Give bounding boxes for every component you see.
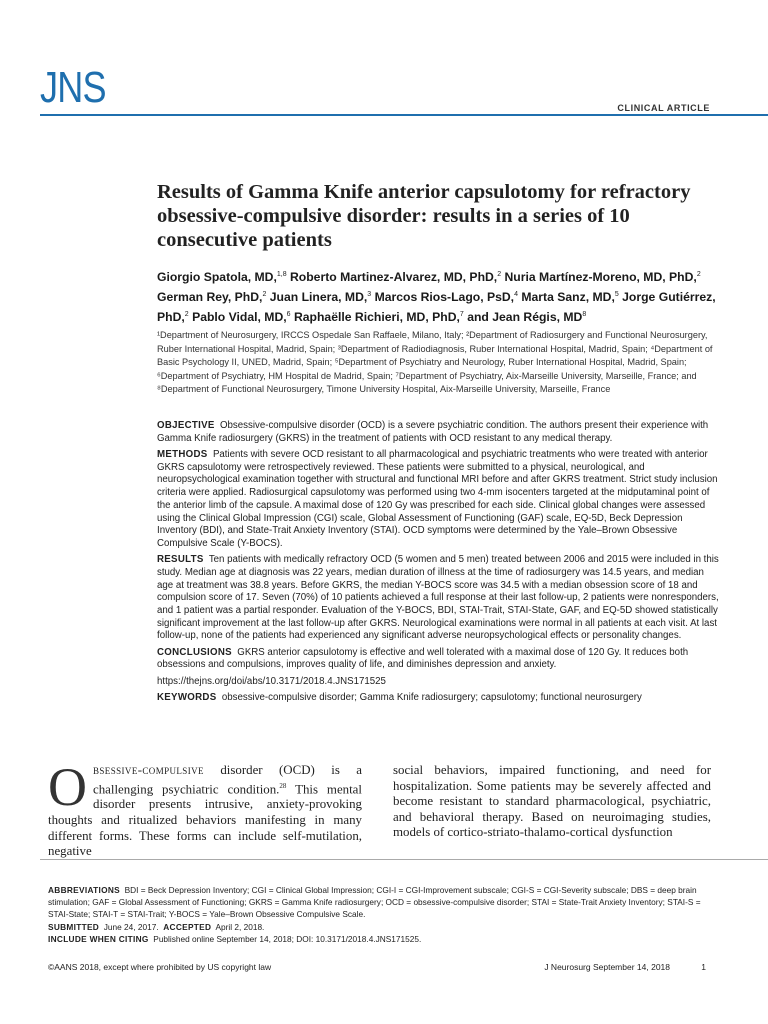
author-name: Pablo Vidal, MD, <box>192 310 287 325</box>
include-label: INCLUDE WHEN CITING <box>48 933 149 944</box>
submitted-label: SUBMITTED <box>48 921 100 932</box>
footnotes <box>48 884 714 945</box>
conclusions-label: CONCLUSIONS <box>157 646 232 658</box>
author-affiliation-ref: 2 <box>184 311 189 319</box>
author-name: Giorgio Spatola, MD, <box>157 270 277 285</box>
author-name: Roberto Martinez-Alvarez, MD, PhD, <box>289 270 498 285</box>
accepted-date: April 2, 2018. <box>215 921 265 932</box>
abbreviations-label: ABBREVIATIONS <box>48 885 120 895</box>
keywords-text: obsessive-compulsive disorder; Gamma Knife radiosurgery; capsulotomy; functional neurosurgery <box>221 692 642 704</box>
methods-text: Patients with severe OCD resistant to all pharmacological and psychiatric treatments who were treated with anterior GKRS capsulotomy were retrospectively reviewed. These patients were submitted to a physical, neurological, and neuropsychological examination together with structural and functional MRI before and after GKRS treatment. Strict study inclusion criteria were applied. Radiosurgical capsulotomy was performed using two 4-mm isocenters targeted at the midputaminal point of the anterior limb of the capsule. A maximal dose of 120 Gy was prescribed for each side. Clinical global changes were assessed using the Clinical Global Impression (CGI) scale, Global Assessment of Functioning (GAF) scale, EQ-5D, Beck Depression Inventory (BDI), and State-Trait Anxiety Inventory (STAI). OCD symptoms were determined by the Yale–Brown Obsessive Compulsive Scale (Y-BOCS). <box>157 449 718 549</box>
intro-column-left <box>48 757 362 860</box>
author-name: Nuria Martínez-Moreno, MD, PhD, <box>504 270 697 285</box>
author-affiliation-ref: 2 <box>262 291 267 299</box>
author-affiliation-ref: 7 <box>459 311 464 319</box>
author-name: and Jean Régis, MD <box>467 310 583 325</box>
intro-smallcaps: bsessive-compulsive <box>93 763 204 777</box>
abstract-methods <box>157 449 719 551</box>
author-affiliation-ref: 1,8 <box>276 271 287 278</box>
results-label: RESULTS <box>157 554 204 566</box>
author-name: Marcos Rios-Lago, PsD, <box>374 290 515 305</box>
submission-dates <box>48 921 714 933</box>
include-text: Published online September 14, 2018; DOI: 10.3171/2018.4.JNS171525. <box>153 933 422 944</box>
author-name: Jorge Gutiérrez, PhD, <box>157 290 716 325</box>
intro-left-text-2: This mental disorder presents intrusive, anxiety-provoking thoughts and ritualized behaviors manifesting in many different forms. These forms can include self-mutilation, negative <box>48 781 362 859</box>
keywords-label: KEYWORDS <box>157 692 217 704</box>
article-title: Results of Gamma Knife anterior capsulotomy for refractory obsessive-compulsive disorder: results in a series of 10 consecutive patients <box>157 181 691 251</box>
abstract-doi <box>157 676 719 689</box>
abbreviations <box>48 884 714 921</box>
intro-ref[interactable]: 28 <box>279 781 287 790</box>
author-affiliation-ref: 2 <box>696 271 701 278</box>
citation-info <box>48 933 714 945</box>
objective-text: Obsessive-compulsive disorder (OCD) is a severe psychiatric condition. The authors present their experience with Gamma Knife radiosurgery (GKRS) in the treatment of patients with OCD resistant to any medical therapy. <box>157 420 709 444</box>
header-rule <box>40 114 768 116</box>
objective-label: OBJECTIVE <box>157 420 215 431</box>
author-name: Juan Linera, MD, <box>269 290 368 305</box>
author-affiliation-ref: 8 <box>582 311 587 319</box>
journal-logo: JNS <box>40 63 106 112</box>
methods-label: METHODS <box>157 449 208 460</box>
submitted-date: June 24, 2017. <box>103 921 159 932</box>
conclusions-text: GKRS anterior capsulotomy is effective and well tolerated with a maximal dose of 120 Gy. It reduces both obsessions and compulsions, improves quality of life, and diminishes depression and anxiety. <box>157 646 689 671</box>
author-name: Marta Sanz, MD, <box>521 290 615 305</box>
author-affiliation-ref: 2 <box>497 271 502 278</box>
footnote-rule <box>40 859 768 860</box>
abstract-objective <box>157 420 719 445</box>
author-list <box>157 266 717 326</box>
page-number: 1 <box>701 962 706 972</box>
author-affiliation-ref: 4 <box>514 291 518 299</box>
intro-column-right: social behaviors, impaired functioning, and need for hospitalization. Some patients may be severely affected and become resistant to standard pharmacological, psychiatric, and behavioral therapy. Based on neuroimaging studies, models of cortico-striato-thalamo-cortical dysfunction <box>393 763 711 840</box>
author-name: German Rey, PhD, <box>157 290 263 305</box>
results-text: Ten patients with medically refractory OCD (5 women and 5 men) treated between 2006 and 2015 were included in this study. Median age at diagnosis was 22 years, median duration of illness at the time of radiosurgery was 14.5 years, and median age at treatment was 38.8 years. Before GKRS, the median Y-BOCS score was 34.5 with a median obsession score of 18 and compulsion score of 17. Seven (70%) of 10 patients achieved a full response at their last follow-up, 2 patients were nonresponders, and 1 patient was a partial responder. Evaluation of the Y-BOCS, BDI, STAI-Trait, STAI-State, GAF, and EQ-5D showed statistically significant improvement at the last follow-up after GKRS. Neurological examinations were normal in all patients at each visit. At last follow-up, none of the patients had experienced any significant adverse neuropsychological effects or personality changes. <box>157 554 719 642</box>
author-affiliation-ref: 6 <box>286 311 291 319</box>
author-affiliation-ref: 5 <box>614 291 619 299</box>
journal-citation: J Neurosurg September 14, 2018 <box>544 962 670 972</box>
drop-cap: O <box>48 757 87 817</box>
abstract-keywords <box>157 692 719 705</box>
affiliations: ¹Department of Neurosurgery, IRCCS Ospedale San Raffaele, Milano, Italy; ²Department of Radiosurgery and Functional Neurosurgery, Ruber International Hospital, Madrid, Spain; ³Department of Radiodiagnosis, Ruber International Hospital, Madrid, Spain; ⁴Department of Basic Psychology II, UNED, Madrid, Spain; ⁵Department of Psychiatry and Neurology, Ruber International Hospital, Madrid, Spain; ⁶Department of Psychiatry, HM Hospital de Madrid, Spain; ⁷Department of Psychiatry, Aix-Marseille University, Marseille, France; and ⁸Department of Functional Neurosurgery, Timone University Hospital, Aix-Marseille University, Marseille, France <box>157 330 713 395</box>
author-name: Raphaëlle Richieri, MD, PhD, <box>293 310 460 325</box>
accepted-label: ACCEPTED <box>163 921 212 932</box>
abbreviations-text: BDI = Beck Depression Inventory; CGI = Clinical Global Impression; CGI-I = CGI-Improvement subscale; CGI-S = CGI-Severity subscale; DBS = deep brain stimulation; GAF = Global Assessment of Functioning; GKRS = Gamma Knife radiosurgery; OCD = obsessive-compulsive disorder; STAI = State-Trait Anxiety Inventory; STAI-S = STAI-State; STAI-T = STAI-Trait; Y-BOCS = Yale–Brown Obsessive Compulsive Scale. <box>48 885 701 920</box>
abstract-conclusions <box>157 647 719 672</box>
section-label: CLINICAL ARTICLE <box>617 103 710 113</box>
intro-left-text: disorder (OCD) is a challenging psychiatric condition. <box>93 763 362 796</box>
abstract-results <box>157 554 719 643</box>
copyright: ©AANS 2018, except where prohibited by US copyright law <box>48 962 272 972</box>
doi-link[interactable]: https://thejns.org/doi/abs/10.3171/2018.4.JNS171525 <box>157 675 386 687</box>
author-affiliation-ref: 3 <box>367 291 372 299</box>
abstract <box>157 420 719 708</box>
